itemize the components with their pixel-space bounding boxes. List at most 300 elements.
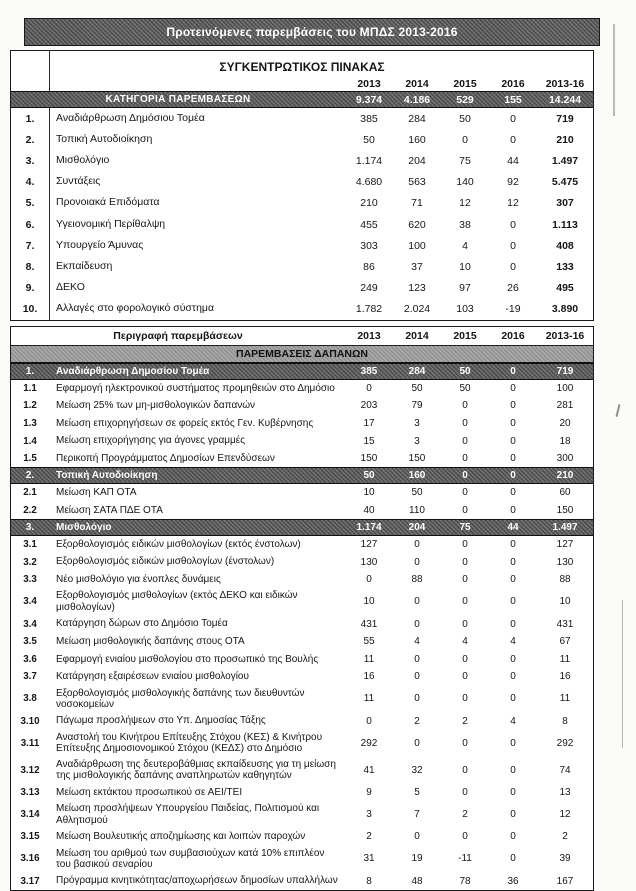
table-row [11,214,593,235]
row-label: Κατάργηση δώρων στο Δημόσιο Τομέα [56,618,228,630]
row-label: ΔΕΚΟ [56,281,85,294]
row-value: 100 [556,382,574,394]
summary-total-value: 155 [504,93,522,106]
row-number: 3. [25,154,35,167]
row-label: Αναδιάρθρωση Δημοσίου Τομέα [56,365,210,377]
row-value: 4 [462,239,468,252]
table-row [11,380,593,398]
row-value: 719 [556,112,574,125]
summary-total-value: 4.186 [403,93,431,106]
row-value: 78 [459,875,471,887]
row-number: 1. [25,112,35,125]
row-number: 8. [25,260,35,273]
row-value: 284 [408,112,426,125]
row-value: 0 [510,831,516,843]
table-row [11,450,593,468]
row-value: 0 [366,382,372,394]
table-row [11,686,593,713]
table-row [11,801,593,828]
table-row [11,278,593,299]
summary-total-value: 9.374 [355,93,383,106]
description-column-header: Περιγραφή παρεμβάσεων [113,330,243,342]
table-row [11,484,593,502]
table-row [11,235,593,256]
row-number: 1.2 [23,400,37,412]
row-value: 385 [360,112,378,125]
row-value: 0 [510,435,516,447]
row-label: Μισθολόγιο [56,153,110,166]
row-value: 133 [556,260,574,273]
row-number: 3.8 [23,693,37,705]
row-number: 3.10 [20,715,40,727]
row-value: 455 [360,218,378,231]
row-number: 3.6 [23,653,37,665]
row-label: Μείωση εκτάκτου προσωπικού σε ΑΕΙ/ΤΕΙ [56,786,243,798]
row-value: 0 [510,596,516,608]
row-label: Αναδιάρθρωση Δημόσιου Τομέα [56,111,205,124]
scan-artifact-line [613,24,615,116]
table-row [11,553,593,571]
detail-rows [11,363,593,890]
row-value: 12 [507,197,519,210]
row-value: 0 [510,574,516,586]
row-label: Εξορθολογισμός ειδικών μισθολογίων (εκτός ένστολων) [56,538,301,550]
row-label: Εξορθολογισμός ειδικών μισθολογίων (ένστολων) [56,556,275,568]
row-value: 0 [462,618,468,630]
row-value: 79 [411,400,423,412]
row-number: 2. [25,470,35,482]
row-number: 1.4 [23,435,37,447]
row-value: 60 [559,487,571,499]
row-value: 1.174 [356,521,382,533]
row-value: 7 [414,809,420,821]
row-value: 10 [559,596,571,608]
row-value: 10 [363,487,375,499]
row-label: Μείωση ΣΑΤΑ ΠΔΕ ΟΤΑ [56,504,163,516]
row-value: 36 [507,875,519,887]
row-value: 0 [462,831,468,843]
row-value: 123 [408,282,426,295]
row-value: 20 [559,417,571,429]
row-value: 0 [510,400,516,412]
document-title: Προτεινόμενες παρεμβάσεις του ΜΠΔΣ 2013-2016 [166,25,458,39]
table-row [11,536,593,554]
row-value: 50 [459,382,471,394]
row-value: 0 [414,693,420,705]
row-value: 44 [507,154,519,167]
column-header-2016: 2016 [501,77,525,90]
row-number: 3.12 [20,764,40,776]
summary-total-value: 14.244 [548,93,582,106]
row-number: 3.11 [20,737,40,749]
row-value: 0 [366,715,372,727]
row-label: Μείωση μισθολογικής δαπάνης στους ΟΤΑ [56,635,245,647]
row-value: 3.890 [551,303,579,316]
row-value: 86 [363,260,375,273]
row-value: 2.024 [403,303,431,316]
row-number: 5. [25,197,35,210]
row-value: 0 [510,365,516,377]
row-number: 3.3 [23,574,37,586]
row-value: 9 [366,786,372,798]
row-value: 0 [462,596,468,608]
row-value: 11 [559,653,571,665]
row-value: 204 [408,521,426,533]
detail-header-row [11,327,593,346]
row-value: 1.497 [552,521,578,533]
row-value: 249 [360,282,378,295]
row-value: 127 [556,538,574,550]
column-header-2015: 2015 [453,330,477,342]
row-value: 50 [459,365,471,377]
row-value: 0 [462,764,468,776]
row-value: 0 [510,671,516,683]
row-value: 67 [559,636,571,648]
row-number: 2. [25,133,35,146]
row-label: Μείωση 25% των μη-μισθολογικών δαπανών [56,400,256,412]
row-value: 150 [556,504,574,516]
row-value: 39 [559,853,571,865]
row-label: Εξορθολογισμός μισθολογίων (εκτός ΔΕΚΟ και ειδικών μισθολογίων) [56,590,298,613]
row-value: 1.113 [552,218,578,231]
row-value: 204 [408,154,426,167]
row-value: 431 [360,618,378,630]
table-row [11,397,593,415]
row-number: 4. [25,176,35,189]
row-value: 41 [363,764,375,776]
row-value: 0 [510,618,516,630]
row-value: 3 [366,809,372,821]
row-value: 0 [510,809,516,821]
row-value: 0 [414,671,420,683]
row-label: Μείωση ΚΑΠ ΟΤΑ [56,487,137,499]
row-value: 0 [510,417,516,429]
row-label: Αναδιάρθρωση της δευτεροβάθμιας εκπαίδευσης για τη μείωση της μισθολογικής δαπάνης αναπληρωτών καθηγητών [56,758,336,782]
table-row [11,650,593,668]
column-header-2013-16: 2013-16 [545,77,585,90]
row-value: 0 [462,417,468,429]
table-row [11,172,593,193]
row-value: 0 [462,453,468,465]
row-value: 8 [366,875,372,887]
table-row [11,784,593,802]
row-number: 1.3 [23,417,37,429]
row-value: 385 [360,365,378,377]
row-value: 4 [510,636,516,648]
row-value: 1.782 [355,303,383,316]
row-value: 0 [510,764,516,776]
row-value: 92 [507,176,519,189]
column-header-2013: 2013 [357,330,381,342]
row-label: Τοπική Αυτοδιοίκηση [56,470,158,482]
row-number: 3.1 [23,538,37,550]
row-value: 0 [510,218,516,231]
summary-total-label: ΚΑΤΗΓΟΡΙΑ ΠΑΡΕΜΒΑΣΕΩΝ [105,94,251,105]
summary-total-row [11,91,593,108]
row-value: 0 [462,504,468,516]
row-value: 210 [360,197,378,210]
row-value: 11 [363,653,375,665]
row-value: 50 [411,382,423,394]
row-value: 11 [363,693,375,705]
row-value: 0 [510,538,516,550]
table-row [11,108,593,129]
row-value: 88 [559,574,571,586]
row-label: Μείωση του αριθμού των συμβασιούχων κατά 10% επιπλέον του βασικού σεναρίου [56,847,325,870]
row-value: 203 [360,400,378,412]
column-header-2015: 2015 [453,77,477,90]
row-label: Υγειονομική Περίθαλψη [56,217,166,230]
table-row [11,571,593,589]
row-number: 2.1 [23,487,37,499]
row-number: 3.4 [23,618,37,630]
row-value: 0 [414,737,420,749]
row-number: 3. [25,521,35,533]
document-title-band [24,18,600,46]
row-value: 0 [510,112,516,125]
table-row [11,668,593,686]
table-row [11,846,593,873]
row-value: 19 [411,853,423,865]
row-value: 50 [363,133,375,146]
row-number: 3.7 [23,671,37,683]
row-value: 130 [556,556,574,568]
row-value: 0 [510,853,516,865]
row-value: 103 [456,303,474,316]
row-value: 292 [360,737,378,749]
row-value: 2 [562,831,568,843]
row-value: 0 [414,618,420,630]
row-value: 210 [556,470,574,482]
row-number: 3.15 [20,831,40,843]
row-value: 17 [363,417,375,429]
row-value: 0 [510,693,516,705]
row-value: 0 [462,487,468,499]
column-header-2016: 2016 [501,330,525,342]
summary-rows [11,108,593,320]
row-value: 150 [408,453,426,465]
row-value: 0 [510,260,516,273]
section-row [11,467,593,484]
row-value: 167 [556,875,574,887]
row-value: 0 [414,653,420,665]
row-value: 100 [408,239,426,252]
row-number: 1. [25,365,35,377]
row-value: 38 [459,218,471,231]
row-value: 140 [456,176,474,189]
row-value: 281 [556,400,574,412]
row-value: 150 [360,453,378,465]
row-value: 2 [462,809,468,821]
table-row [11,633,593,651]
row-value: 1.497 [551,154,579,167]
row-value: 4 [510,715,516,727]
row-value: 160 [408,470,426,482]
scan-artifact-line [622,600,623,748]
row-value: 300 [556,453,574,465]
row-value: 40 [363,504,375,516]
expenditure-interventions-band: ΠΑΡΕΜΒΑΣΕΙΣ ΔΑΠΑΝΩΝ [11,346,593,363]
row-label: Εξορθολογισμός μισθολογικής δαπάνης των διευθυντών νοσοκομείων [56,687,305,710]
table-row [11,193,593,214]
row-value: 16 [363,671,375,683]
table-row [11,615,593,633]
row-label: Μείωση επιχορήγησης για άγονες γραμμές [56,435,246,447]
row-value: 97 [459,282,471,295]
summary-total-value: 529 [456,93,474,106]
row-value: 3 [414,417,420,429]
row-value: 210 [556,133,574,146]
row-value: 2 [414,715,420,727]
row-value: 18 [559,435,571,447]
row-value: 71 [411,197,423,210]
row-value: 0 [462,133,468,146]
row-label: Εφαρμογή ηλεκτρονικού συστήματος προμηθειών στο Δημόσιο [56,382,335,394]
row-value: 160 [408,133,426,146]
row-value: 2 [366,831,372,843]
row-value: 0 [462,653,468,665]
row-value: 74 [559,764,571,776]
row-value: 110 [409,504,425,516]
row-value: 0 [510,453,516,465]
year-header-row [11,76,593,91]
row-value: 48 [411,875,423,887]
row-label: Αλλαγές στο φορολογικό σύστημα [56,302,215,315]
scan-artifact-mark [615,404,620,417]
row-value: 127 [360,538,378,550]
table-row [11,129,593,150]
row-value: 37 [411,260,423,273]
row-value: 0 [366,574,372,586]
row-label: Περικοπή Προγράμματος Δημοσίων Επενδύσεων [56,452,275,464]
row-label: Συντάξεις [56,175,101,188]
row-value: 0 [462,574,468,586]
row-number: 2.2 [23,504,37,516]
column-header-2014: 2014 [405,77,429,90]
row-value: 431 [556,618,574,630]
row-value: 0 [462,693,468,705]
row-number: 3.16 [20,853,40,865]
table-row [11,299,593,320]
row-value: 31 [363,853,375,865]
row-value: 4 [462,636,468,648]
row-value: 5.475 [551,176,579,189]
table-row [11,872,593,890]
row-value: 719 [556,365,574,377]
row-value: 26 [507,282,519,295]
row-value: 8 [562,715,568,727]
row-label: Μείωση Βουλευτικής αποζημίωσης και λοιπών παροχών [56,831,306,842]
row-value: 0 [510,786,516,798]
table-row [11,712,593,730]
row-value: 307 [556,197,574,210]
row-value: 10 [459,260,471,273]
row-value: 0 [462,786,468,798]
row-value: 3 [414,435,420,447]
row-value: 0 [462,538,468,550]
row-number: 3.17 [20,875,40,887]
table-row [11,502,593,520]
table-row [11,415,593,433]
row-value: 620 [408,218,426,231]
row-label: Μισθολόγιο [56,521,112,533]
column-header-2013-16: 2013-16 [545,330,585,342]
row-label: Εκπαίδευση [56,259,113,272]
row-number: 9. [25,282,35,295]
row-value: 0 [414,556,420,568]
row-value: 88 [411,574,423,586]
row-number: 3.13 [20,786,40,798]
row-number: 3.5 [23,636,37,648]
row-number: 10. [22,303,38,316]
row-label: Προνοιακά Επιδόματα [56,196,160,209]
row-value: 0 [462,470,468,482]
row-value: 12 [559,809,571,821]
row-value: 292 [556,737,574,749]
row-number: 6. [25,218,35,231]
row-number: 7. [25,239,35,252]
row-value: 16 [559,671,571,683]
row-number: 1.1 [23,382,37,394]
row-value: -19 [505,303,521,316]
table-row [11,588,593,615]
table-row [11,730,593,757]
row-number: 1.5 [23,453,37,465]
row-value: 303 [360,239,378,252]
row-number: 3.2 [23,556,37,568]
row-value: -11 [458,853,472,865]
row-label: Νέο μισθολόγιο για ένοπλες δυνάμεις [56,573,221,585]
row-value: 0 [462,556,468,568]
row-label: Υπουργείο Άμυνας [56,238,144,251]
row-value: 0 [462,400,468,412]
row-value: 1.174 [355,154,383,167]
row-label: Κατάργηση εξαιρέσεων ενιαίου μισθολογίου [56,671,249,683]
row-label: Μείωση προσλήψεων Υπουργείου Παιδείας, Πολιτισμού και Αθλητισμού [56,803,320,826]
row-value: 0 [414,596,420,608]
row-value: 0 [510,556,516,568]
row-number: 3.4 [23,596,37,608]
table-row [11,757,593,784]
row-value: 0 [414,831,420,843]
row-value: 4.680 [355,176,383,189]
row-value: 55 [363,636,375,648]
row-value: 495 [556,282,574,295]
row-value: 32 [411,764,423,776]
row-value: 0 [462,671,468,683]
row-value: 5 [414,786,420,798]
summary-table-title: ΣΥΓΚΕΝΤΡΩΤΙΚΟΣ ΠΙΝΑΚΑΣ [219,60,385,74]
row-value: 0 [510,382,516,394]
row-value: 4 [414,636,420,648]
row-value: 75 [459,521,471,533]
row-label: Εφαρμογή ενιαίου μισθολογίου στο προσωπικό της Βουλής [56,653,319,665]
column-header-2014: 2014 [405,330,429,342]
row-value: 50 [411,487,423,499]
row-value: 50 [363,470,375,482]
row-value: 0 [510,470,516,482]
row-value: 0 [510,487,516,499]
row-number: 3.14 [20,809,40,821]
row-value: 75 [459,154,471,167]
table-row [11,256,593,277]
row-value: 15 [363,435,375,447]
section-row [11,363,593,380]
row-value: 0 [414,538,420,550]
row-value: 130 [360,556,378,568]
table-row [11,828,593,846]
row-value: 12 [459,197,471,210]
